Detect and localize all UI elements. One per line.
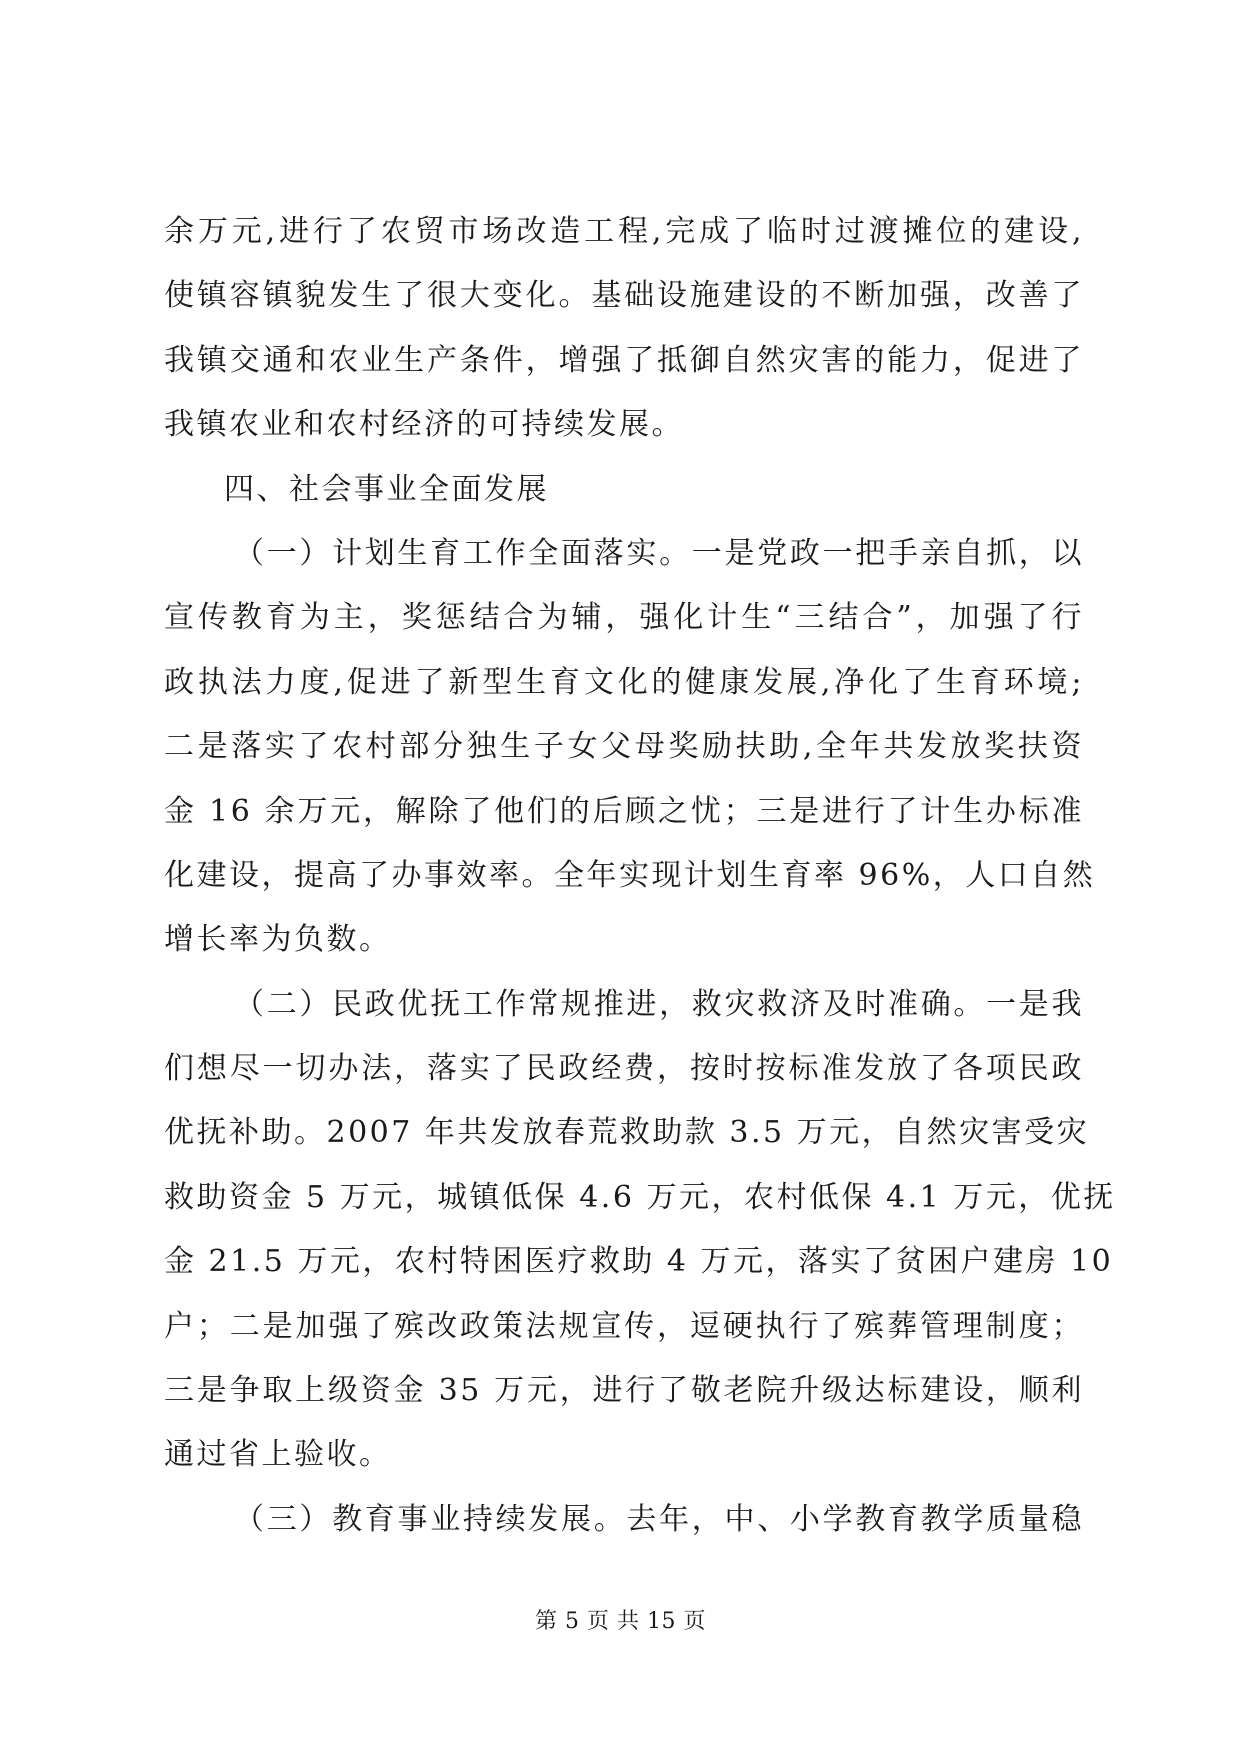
text-line: 三是争取上级资金 35 万元，进行了敬老院升级达标建设，顺利 <box>164 1373 1084 1409</box>
text-line: 通过省上验收。 <box>164 1437 392 1473</box>
section-heading: 四、社会事业全面发展 <box>224 471 549 507</box>
text-line: （三）教育事业持续发展。去年，中、小学教育教学质量稳 <box>234 1501 1084 1537</box>
text-line: 我镇农业和农村经济的可持续发展。 <box>164 407 684 443</box>
text-line: 金 21.5 万元，农村特困医疗救助 4 万元，落实了贫困户建房 10 <box>164 1244 1114 1280</box>
text-line: （一）计划生育工作全面落实。一是党政一把手亲自抓，以 <box>234 535 1084 571</box>
text-line: 宣传教育为主，奖惩结合为辅，强化计生“三结合”，加强了行 <box>164 600 1084 636</box>
text-line: 救助资金 5 万元，城镇低保 4.6 万元，农村低保 4.1 万元，优抚 <box>164 1179 1116 1215</box>
text-line: 化建设，提高了办事效率。全年实现计划生育率 96%，人口自然 <box>164 857 1096 893</box>
text-line: 我镇交通和农业生产条件，增强了抵御自然灾害的能力，促进了 <box>164 342 1084 378</box>
body-text <box>164 200 1116 1552</box>
text-line: 政执法力度,促进了新型生育文化的健康发展,净化了生育环境; <box>164 664 1084 700</box>
text-line: 余万元,进行了农贸市场改造工程,完成了临时过渡摊位的建设, <box>164 214 1084 249</box>
page-number-footer: 第 5 页 共 15 页 <box>535 1609 706 1634</box>
text-line: 户；二是加强了殡改政策法规宣传，逗硬执行了殡葬管理制度； <box>164 1308 1084 1344</box>
text-line: 增长率为负数。 <box>164 922 392 958</box>
text-line: 们想尽一切办法，落实了民政经费，按时按标准发放了各项民政 <box>164 1051 1084 1087</box>
text-line: 优抚补助。2007 年共发放春荒救助款 3.5 万元，自然灾害受灾 <box>164 1115 1090 1151</box>
text-line: 二是落实了农村部分独生子女父母奖励扶助,全年共发放奖扶资 <box>164 729 1084 765</box>
text-line: 使镇容镇貌发生了很大变化。基础设施建设的不断加强，改善了 <box>164 278 1084 314</box>
text-line: 金 16 余万元，解除了他们的后顾之忧；三是进行了计生办标准 <box>164 793 1084 829</box>
text-line: （二）民政优抚工作常规推进，救灾救济及时准确。一是我 <box>234 986 1084 1022</box>
